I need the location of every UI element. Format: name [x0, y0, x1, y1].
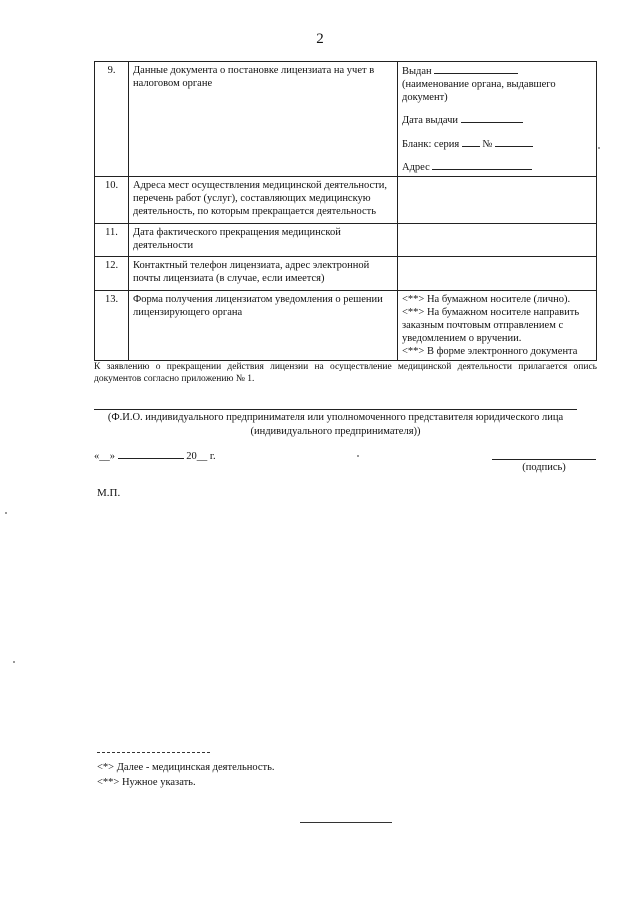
issued-blank	[434, 64, 518, 74]
issued-label: Выдан	[402, 66, 432, 77]
footnote-1: <*> Далее - медицинская деятельность.	[97, 762, 275, 773]
row-number: 12.	[95, 256, 129, 290]
name-caption-line1: (Ф.И.О. индивидуального предпринимателя или уполномоченного представителя юридического лица	[107, 412, 564, 423]
row-label: Контактный телефон лицензиата, адрес электронной почты лицензиата (в случае, если имеется)	[129, 256, 398, 290]
name-caption	[94, 411, 577, 438]
application-table	[94, 61, 597, 361]
table-row	[95, 223, 597, 256]
date-month-blank	[118, 449, 184, 459]
date-field	[94, 449, 216, 462]
option-electronic: <**> В форме электронного документа	[402, 346, 578, 358]
row-label: Дата фактического прекращения медицинской деятельности	[129, 223, 398, 256]
signature-line	[492, 459, 596, 460]
issue-date-label: Дата выдачи	[402, 115, 459, 127]
blank-series-label: Бланк: серия	[402, 138, 460, 150]
notification-options	[398, 290, 597, 361]
date-day: «__»	[94, 451, 115, 462]
name-signature-line	[94, 409, 577, 410]
row-label: Адреса мест осуществления медицинской деятельности, перечень работ (услуг), составляющих медицинскую деятельность, по которым прекращается деятельность	[129, 176, 398, 223]
table-row	[95, 176, 597, 223]
name-caption-line2: (индивидуального предпринимателя))	[250, 425, 421, 437]
issued-note: (наименование органа, выдавшего документ)	[402, 79, 556, 104]
bottom-rule	[300, 822, 392, 823]
row-number: 10.	[95, 176, 129, 223]
footnote-2: <**> Нужное указать.	[97, 777, 196, 788]
scan-speck	[13, 661, 15, 663]
table-row	[95, 256, 597, 290]
scan-speck	[598, 147, 600, 149]
row-number: 11.	[95, 223, 129, 256]
row-number: 13.	[95, 290, 129, 361]
table-row	[95, 62, 597, 177]
option-paper-in-person: <**> На бумажном носителе (лично).	[402, 293, 571, 305]
row-label: Данные документа о постановке лицензиата на учет в налоговом органе	[129, 62, 398, 177]
footnote-separator	[97, 752, 210, 753]
row-number: 9.	[95, 62, 129, 177]
issue-date-blank	[461, 113, 523, 123]
stamp-place: М.П.	[97, 487, 121, 499]
row-label: Форма получения лицензиатом уведомления о решении лицензирующего органа	[129, 290, 398, 361]
tax-document-fields	[398, 62, 597, 177]
address-label: Адрес	[402, 161, 430, 173]
date-year: 20__ г.	[186, 451, 216, 462]
scan-speck	[5, 512, 7, 514]
blank-number-label: №	[482, 138, 493, 150]
option-paper-by-mail: <**> На бумажном носителе направить заказным почтовым отправлением с уведомлением о вручении.	[402, 306, 580, 345]
row-value	[398, 256, 597, 290]
scan-speck	[357, 455, 359, 457]
address-blank	[432, 160, 532, 170]
row-value	[398, 223, 597, 256]
row-value	[398, 176, 597, 223]
blank-number-blank	[495, 137, 533, 147]
attachment-note: К заявлению о прекращении действия лицензии на осуществление медицинской деятельности прилагается опись документов согласно приложению № 1.	[94, 362, 597, 384]
table-row	[95, 290, 597, 361]
signature-caption: (подпись)	[522, 462, 566, 473]
blank-series-blank	[462, 137, 480, 147]
page-number: 2	[316, 31, 324, 47]
